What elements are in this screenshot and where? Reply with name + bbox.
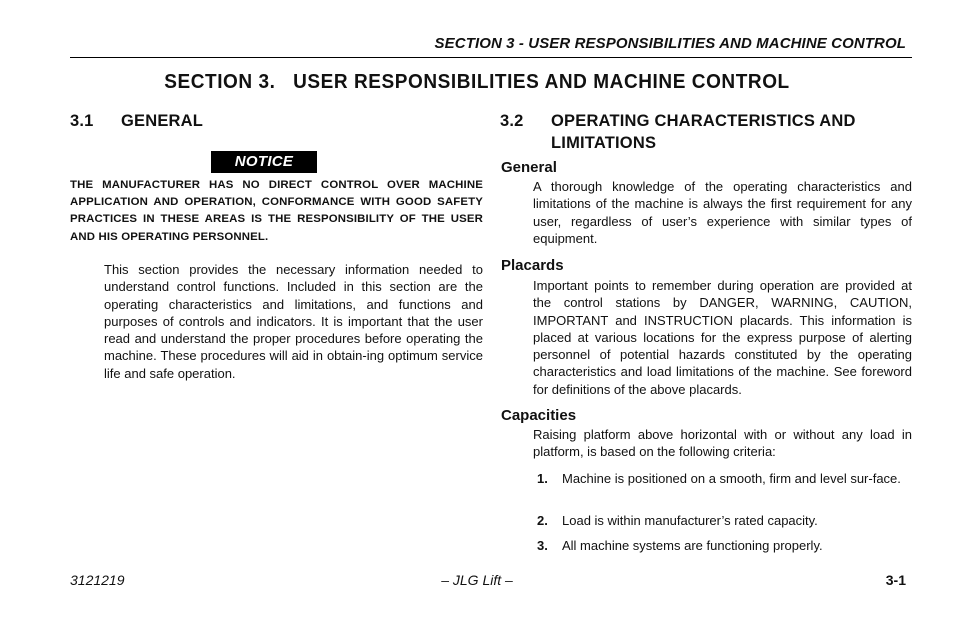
criteria-text: Load is within manufacturer’s rated capacity.	[562, 513, 818, 528]
criteria-list-item	[537, 512, 907, 532]
section-3-2-title-line1: OPERATING CHARACTERISTICS AND	[551, 112, 856, 130]
footer-page-number: 3-1	[885, 572, 906, 588]
section-3-2-title-line2: LIMITATIONS	[551, 134, 657, 152]
notice-text: THE MANUFACTURER HAS NO DIRECT CONTROL OVER MACHINE APPLICATION AND OPERATION, CONFORMANCE WITH GOOD SAFETY PRACTICES IN THESE AREAS IS THE RESPONSIBILITY OF THE USER AND HIS OPERATING PERSONNEL.	[70, 179, 483, 243]
section-3-1-title: GENERAL	[121, 112, 204, 130]
criteria-list-item	[537, 537, 907, 557]
criteria-list-item	[537, 470, 907, 510]
footer-center: – JLG Lift –	[441, 572, 513, 588]
criteria-text: All machine systems are functioning properly.	[562, 538, 823, 553]
running-header: SECTION 3 - USER RESPONSIBILITIES AND MACHINE CONTROL	[434, 35, 906, 52]
criteria-number: 2.	[537, 513, 548, 528]
placards-subheading: Placards	[501, 257, 564, 274]
section-3-1-body: This section provides the necessary information needed to understand control functions. Included in this section are the operating characteristics and limitations, and functions and purposes of controls and indicators. It is important that the user read and understand the proper procedures before operating the machine. These procedures will aid in obtain-ing optimum service life and safe operation.	[104, 262, 483, 381]
general-body: A thorough knowledge of the operating characteristics and limitations of the machine is always the first requirement for any user, regardless of user’s experience with similar types of equipment.	[533, 179, 912, 246]
criteria-text: Machine is positioned on a smooth, firm and level sur-face.	[562, 471, 901, 486]
criteria-number: 3.	[537, 538, 548, 553]
section-3-1-heading	[70, 110, 203, 132]
placards-body: Important points to remember during operation are provided at the control stations by DANGER, WARNING, CAUTION, IMPORTANT and INSTRUCTION placards. This information is placed at various locations for the express purpose of alerting personnel of potential hazards constituted by the operating characteristics and load limitations of the machine. See foreword for definitions of the above placards.	[533, 278, 912, 397]
section-3-1-number: 3.1	[70, 112, 94, 130]
header-divider	[70, 57, 912, 58]
section-3-2-heading	[500, 110, 920, 154]
footer-doc-number: 3121219	[70, 572, 125, 588]
criteria-number: 1.	[537, 471, 548, 486]
section-3-2-number: 3.2	[500, 112, 524, 130]
capacities-body: Raising platform above horizontal with or without any load in platform, is based on the following criteria:	[533, 427, 912, 460]
notice-badge: NOTICE	[211, 151, 317, 173]
capacities-subheading: Capacities	[501, 407, 577, 424]
general-subheading: General	[501, 159, 557, 176]
page-title: SECTION 3. USER RESPONSIBILITIES AND MACHINE CONTROL	[164, 71, 790, 93]
